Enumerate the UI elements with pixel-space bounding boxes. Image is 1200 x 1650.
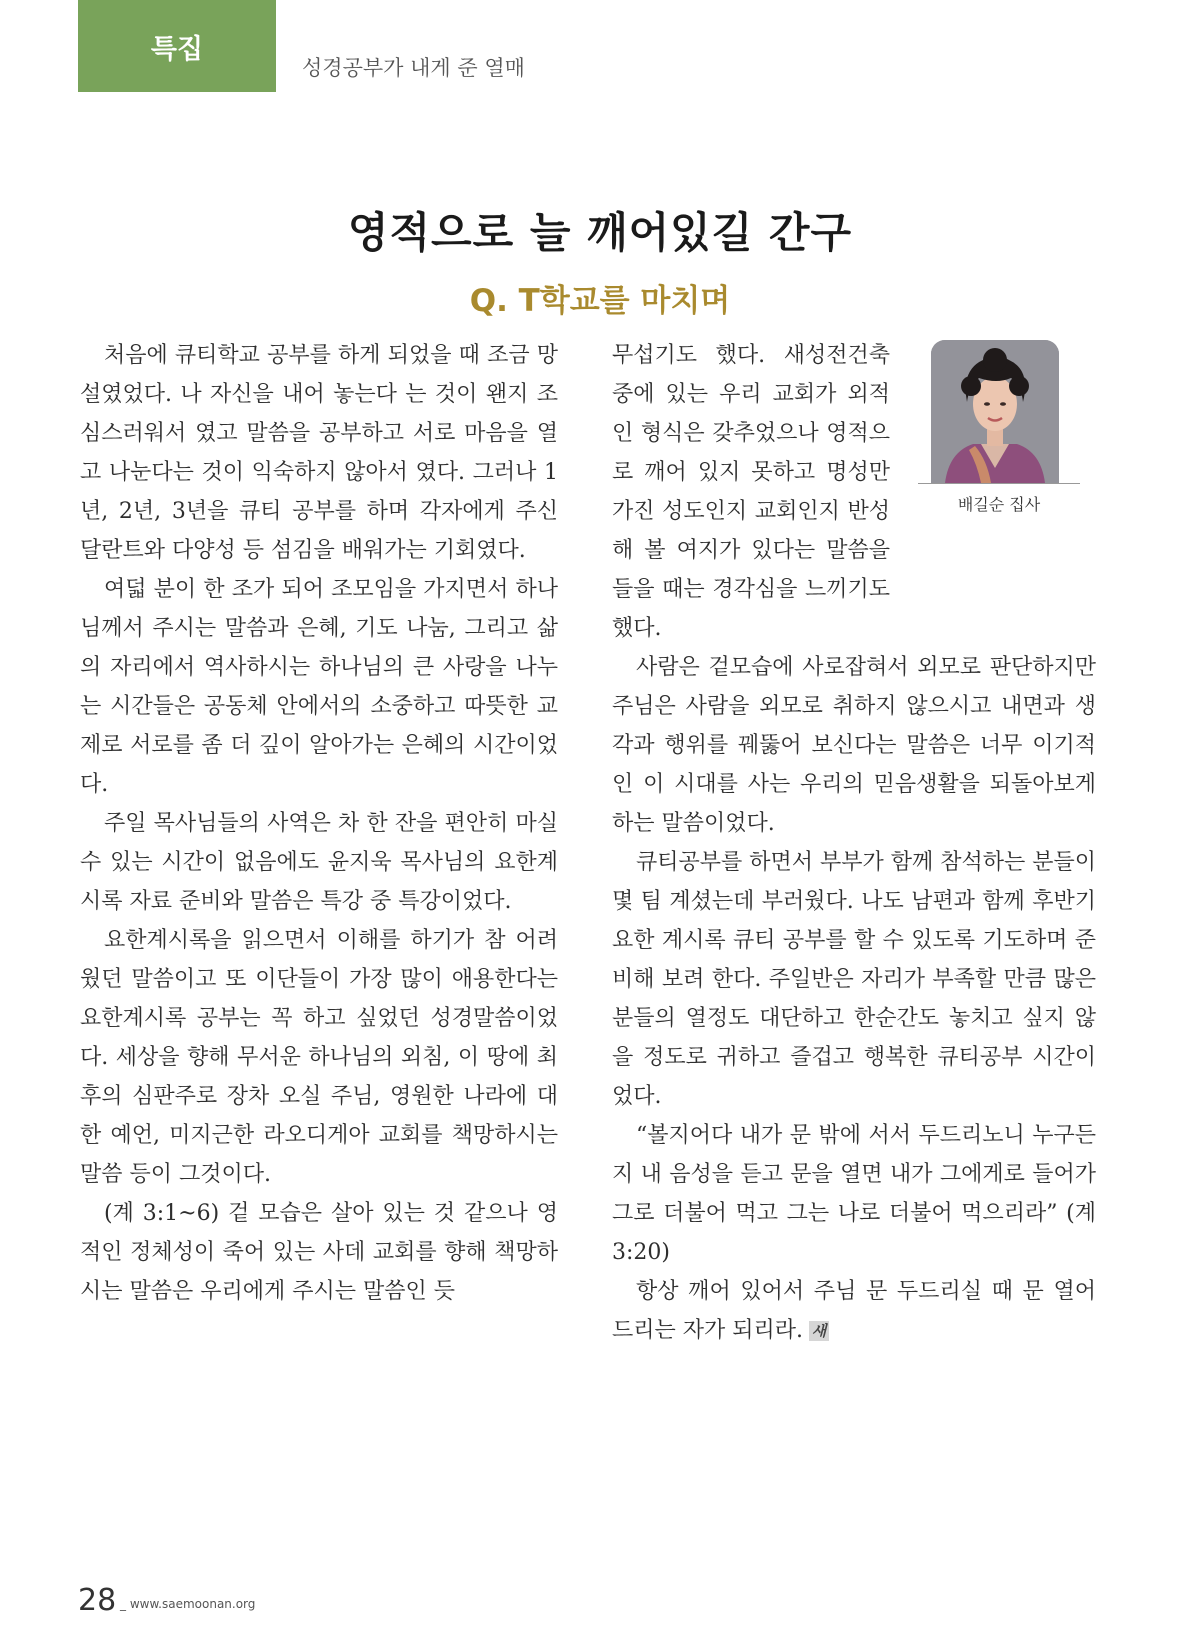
paragraph: 요한계시록을 읽으면서 이해를 하기가 참 어려웠던 말씀이고 또 이단들이 가장 많이 애용한다는 요한계시록 공부는 꼭 하고 싶었던 성경말씀이었다. 세상을 향해 무서운 하나님의 외침, 이 땅에 최후의 심판주로 장차 오실 주님, 영원한 나라에 대한 예언, 미지근한 라오디게아 교회를 책망하시는 말씀 등이 그것이다. (80, 928, 558, 1187)
section-tab (78, 0, 276, 92)
section-label: 특집 (150, 33, 204, 65)
website-url: _ www.saemoonan.org (120, 1597, 256, 1611)
paragraph: 무섭기도 했다. 새성전건축 중에 있는 우리 교회가 외적인 형식은 갖추었으나 영적으로 깨어 있지 못하고 명성만 가진 성도인지 교회인지 반성해 볼 여지가 있다는 말씀을 들을 때는 경각심을 느끼기도 했다. (612, 343, 890, 641)
end-mark-icon: 새 (809, 1321, 829, 1341)
paragraph: 사람은 겉모습에 사로잡혀서 외모로 판단하지만 주님은 사람을 외모로 취하지 않으시고 내면과 생각과 행위를 꿰뚫어 보신다는 말씀은 너무 이기적인 이 시대를 사는 우리의 믿음생활을 되돌아보게 하는 말씀이었다. (612, 655, 1096, 836)
paragraph: 여덟 분이 한 조가 되어 조모임을 가지면서 하나님께서 주시는 말씀과 은혜, 기도 나눔, 그리고 삶의 자리에서 역사하시는 하나님의 큰 사랑을 나누는 시간들은 공동체 안에서의 소중하고 따뜻한 교제로 서로를 좀 더 깊이 알아가는 은혜의 시간이었다. (80, 577, 558, 797)
right-column (612, 336, 1096, 1350)
page-number: 28 (78, 1583, 117, 1618)
paragraph: “볼지어다 내가 문 밖에 서서 두드리노니 누구든지 내 음성을 듣고 문을 열면 내가 그에게로 들어가 그로 더불어 먹고 그는 나로 더불어 먹으리라” (계3:20) (612, 1123, 1096, 1265)
paragraph: (계 3:1~6) 겉 모습은 살아 있는 것 같으나 영적인 정체성이 죽어 있는 사데 교회를 향해 책망하시는 말씀은 우리에게 주시는 말씀인 듯 (80, 1201, 558, 1304)
closing-paragraph (612, 1272, 1096, 1350)
paragraph: 큐티공부를 하면서 부부가 함께 참석하는 분들이 몇 팀 계셨는데 부러웠다. 나도 남편과 함께 후반기 요한 계시록 큐티 공부를 할 수 있도록 기도하며 준비해 보려 한다. 주일반은 자리가 부족할 만큼 많은 분들의 열정도 대단하고 한순간도 놓치고 싶지 않을 정도로 귀하고 즐겁고 행복한 큐티공부 시간이었다. (612, 850, 1097, 1109)
right-column-top (612, 336, 890, 648)
paragraph: 처음에 큐티학교 공부를 하게 되었을 때 조금 망설였었다. 나 자신을 내어 놓는다 는 것이 왠지 조심스러워서 였고 말씀을 공부하고 서로 마음을 열고 나눈다는 것이 익숙하지 않아서 였다. 그러나 1년, 2년, 3년을 큐티 공부를 하며 각자에게 주신 달란트와 다양성 등 섬김을 배워가는 기회였다. (80, 343, 558, 563)
article-subtitle: Q. T학교를 마치며 (469, 283, 731, 319)
left-column (80, 336, 558, 1311)
photo-caption: 배길순 집사 (957, 495, 1041, 514)
article-title: 영적으로 늘 깨어있길 간구 (347, 208, 853, 257)
paragraph: 주일 목사님들의 사역은 차 한 잔을 편안히 마실 수 있는 시간이 없음에도 윤지욱 목사님의 요한계시록 자료 준비와 말씀은 특강 중 특강이었다. (80, 811, 558, 914)
series-title: 성경공부가 내게 준 열매 (302, 56, 525, 80)
closing-text: 항상 깨어 있어서 주님 문 두드리실 때 문 열어 드리는 자가 되리라. (612, 1279, 1096, 1343)
